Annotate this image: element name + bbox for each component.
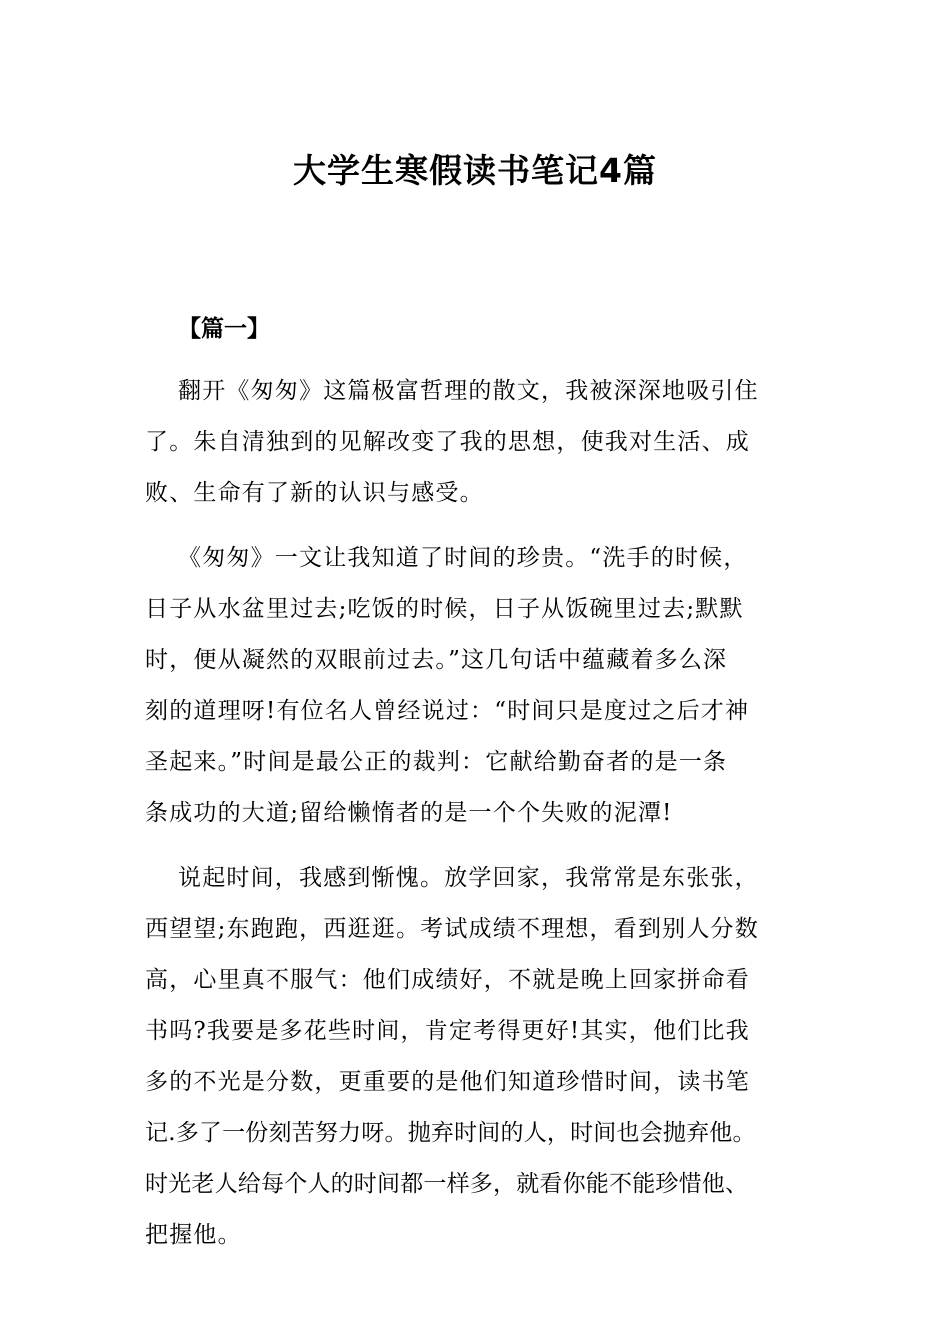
paragraph-line: 书吗?我要是多花些时间，肯定考得更好!其实，他们比我 — [145, 1018, 750, 1044]
paragraph-1 — [145, 366, 815, 519]
paragraph-line: 时光老人给每个人的时间都一样多，就看你能不能珍惜他、 — [145, 1171, 749, 1197]
paragraph-line: 记.多了一份刻苦努力呀。抛弃时间的人，时间也会抛弃他。 — [145, 1120, 756, 1146]
document-title: 大学生寒假读书笔记4篇 — [293, 151, 657, 190]
paragraph-line: 把握他。 — [145, 1222, 242, 1248]
paragraph-line: 刻的道理呀!有位名人曾经说过：“时间只是度过之后才神 — [145, 698, 750, 724]
paragraph-line: 《匆匆》一文让我知道了时间的珍贵。“洗手的时候， — [178, 545, 748, 571]
document-body — [145, 312, 815, 1275]
paragraph-line: 西望望;东跑跑，西逛逛。考试成绩不理想，看到别人分数 — [145, 916, 759, 942]
paragraph-3 — [145, 853, 815, 1261]
paragraph-line: 日子从水盆里过去;吃饭的时候，日子从饭碗里过去;默默 — [145, 596, 744, 622]
paragraph-line: 时，便从凝然的双眼前过去。”这几句话中蕴藏着多么深 — [145, 647, 728, 673]
paragraph-line: 圣起来。”时间是最公正的裁判：它献给勤奋者的是一条 — [145, 749, 728, 775]
paragraph-line: 条成功的大道;留给懒惰者的是一个个失败的泥潭! — [145, 800, 673, 826]
paragraph-line: 高，心里真不服气：他们成绩好，不就是晚上回家拼命看 — [145, 967, 750, 993]
paragraph-line: 说起时间，我感到惭愧。放学回家，我常常是东张张， — [178, 865, 759, 891]
section-heading: 【篇一】 — [178, 316, 270, 342]
paragraph-line: 了。朱自清独到的见解改变了我的思想，使我对生活、成 — [145, 429, 750, 455]
paragraph-line: 败、生命有了新的认识与感受。 — [145, 480, 484, 506]
paragraph-line: 多的不光是分数，更重要的是他们知道珍惜时间，读书笔 — [145, 1069, 750, 1095]
paragraph-line: 翻开《匆匆》这篇极富哲理的散文，我被深深地吸引住 — [178, 378, 759, 404]
paragraph-2 — [145, 533, 815, 839]
